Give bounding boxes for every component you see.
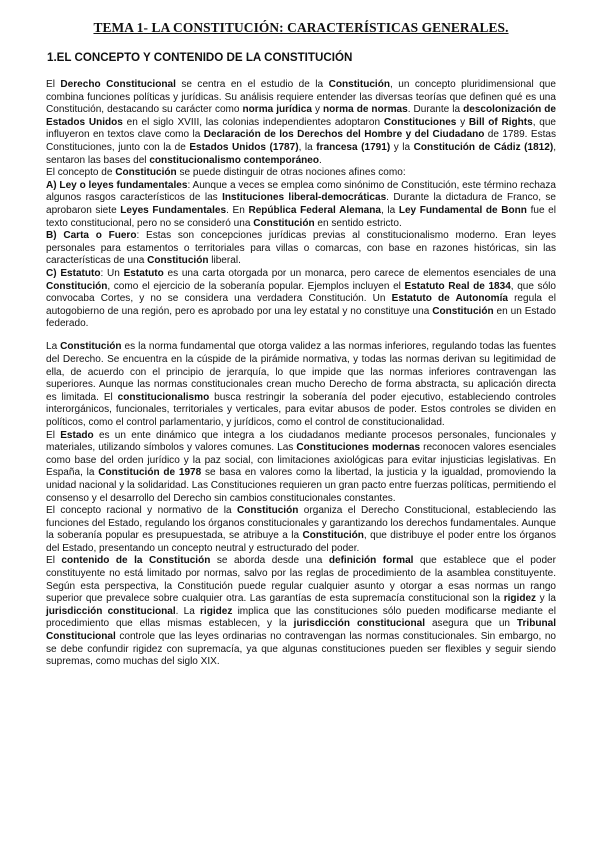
text-run: , que sólo convocaba Cortes, y no se considera una verdadera Constitución. Un [46,280,556,305]
bold-text: jurisdicción constitucional [293,618,426,630]
text-run: organiza el Derecho Constitucional, estableciendo las funciones del Estado, regulando los órganos constitucionales y garantizando los derechos fundamentales. Aunque la soberanía popular es presupuestada, se atribuye a la [46,505,556,542]
text-run: : Estas son concepciones jurídicas previas al constitucionalismo moderno. Eran leyes personales para estamentos o territoriales para villas o comarcas, con base en razones históricas, sin las características de una [46,230,556,267]
text-run: . La [175,605,200,617]
text-run: y la [536,593,556,605]
bold-text: A) Ley o leyes fundamentales [46,179,188,191]
bold-text: Bill of Rights [468,116,533,128]
paragraph [46,79,556,167]
bold-text: constitucionalismo contemporáneo [149,154,320,166]
text-run: se puede distinguir de otras nociones afines como: [176,167,406,179]
text-run: es un ente dinámico que integra a los ciudadanos mediante procesos personales, funcionales y materiales, utilizando símbolos y valores comunes. Las [46,429,556,454]
bold-text: jurisdicción constitucional [46,605,176,617]
text-run: en el siglo XVIII, las colonias independientes adoptaron [122,116,384,128]
bold-text: Constitución de 1978 [98,467,202,479]
bold-text: Estado [60,429,94,441]
text-run: reconocen valores esenciales como base del orden jurídico y la paz social, con limitaciones axiológicas para evitar injusticias legislativas. En España, la [46,442,557,479]
text-run: El [46,79,61,90]
text-run: es una carta otorgada por un monarca, pero carece de elementos esenciales de una [163,267,556,279]
text-run: liberal. [208,255,241,267]
text-run: , la [298,141,317,153]
text-run: y la [390,141,414,153]
text-run: asegura que un [425,618,517,630]
text-run: . [319,154,322,166]
text-run: , la [380,204,399,216]
text-run: : Aunque a veces se emplea como sinónimo de Constitución, este término rechaza algunos rasgos característicos de las [46,179,556,204]
bold-text: Tribunal Constitucional [46,618,556,643]
bold-text: francesa (1791) [316,141,391,153]
bold-text: Constituciones modernas [296,442,421,454]
bold-text: Constituciones [383,116,457,128]
bold-text: Constitución [253,217,315,229]
bold-text: Constitución [432,305,494,317]
bold-text: norma de normas [323,104,408,116]
text-run: se basa en valores como la libertad, la justicia y la igualdad, promoviendo la unidad nacional y la solidaridad. Las Constituciones requieren un gran pacto entre fuerzas políticas, permitiendo el consenso y el desarrollo del Derecho sin cambios constitucionales constantes. [46,467,556,504]
text-run: El [46,555,62,567]
text-run: busca restringir la soberanía del poder ejecutivo, estableciendo controles interorgánicos, funcionales, territoriales y verticales, para evitar abusos de poder. Estos controles se dividen en políticos, como el control parlamentario, y jurídicos, como el control de constitucionalidad. [46,391,556,428]
document-title: TEMA 1- LA CONSTITUCIÓN: CARACTERÍSTICAS GENERALES. [93,20,509,35]
bold-text: Estatuto [123,267,164,279]
text-run: . Durante la [407,104,464,116]
section-heading: 1.EL CONCEPTO Y CONTENIDO DE LA CONSTITUCIÓN [47,51,353,64]
text-run: La [46,341,61,353]
bold-text: Leyes Fundamentales [120,204,227,216]
bold-text: definición formal [328,555,414,567]
bold-text: Estatuto Real de 1834 [404,280,511,292]
paragraph [46,230,556,268]
bold-text: Constitución de Cádiz (1812) [413,141,554,153]
text-run: , sentaron las bases del [46,141,556,166]
bold-text: norma jurídica [242,104,312,116]
text-run: controle que las leyes ordinarias no contravengan las normas constitucionales. Sin embargo, no se debe confundir rigidez con supremacía, ya que algunas constituciones pueden ser flexibles y seguir siendo supremas, como muchas del siglo XIX. [46,631,556,668]
bold-text: Constitución [302,530,364,542]
text-run: que establece que el poder constituyente no está limitado por normas, salvo por las reglas de procedimiento de la asamblea constituyente. Según esta perspectiva, la Constitución puede regular cualquier asunto y otorgar a esas normas un rango superior que prevalece sobre cualquier otra. Las garantías de esta supremacía constitucional son la [46,555,556,605]
paragraph [46,167,556,180]
bold-text: B) Carta o Fuero [46,230,137,242]
bold-text: constitucionalismo [117,391,210,403]
text-run: y [456,116,469,128]
text-run: El concepto de [46,167,116,179]
text-run: : Un [100,267,124,279]
bold-text: C) Estatuto [46,267,101,279]
text-run: , como el ejercicio de la soberanía popular. Ejemplos incluyen el [107,280,405,292]
paragraph [46,505,556,555]
body-text [46,79,556,669]
text-run: , que influyeron en textos clave como la [46,116,557,141]
text-run: , que distribuye el poder entre los órganos del Estado, presentando un concepto neutral y estructurado del poder. [46,530,556,554]
bold-text: Constitución [60,341,122,353]
bold-text: Derecho Constitucional [60,79,176,90]
paragraph [46,555,556,668]
bold-text: Constitución [147,255,209,267]
text-run: El [46,429,61,441]
text-run: de 1789. Estas Constituciones, junto con la de [46,129,556,153]
bold-text: rigidez [200,605,233,617]
bold-text: rigidez [503,593,537,605]
bold-text: contenido de la Constitución [61,555,211,567]
bold-text: descolonización de Estados Unidos [46,104,556,128]
text-run: implica que las constituciones sólo pueden modificarse mediante el procedimiento que ellas mismas establecen, y la [46,605,556,630]
text-run: en un Estado federado. [46,305,556,330]
paragraph [46,268,556,331]
text-run: , un concepto pluridimensional que combina funciones políticas y jurídicas. Su análisis requiere entender las diversas teorías que definen qué es una Constitución, destacando su carácter como [46,79,556,116]
text-run: se aborda desde una [210,555,329,567]
bold-text: Estados Unidos (1787) [189,141,299,153]
bold-text: Constitución [328,79,390,90]
text-run: es la norma fundamental que otorga validez a las normas inferiores, regulando todas las fuentes del Derecho. Se encuentra en la cúspide de la pirámide normativa, y todas las normas derivan su legitimidad de ella, de acuerdo con el principio de jerarquía, lo que impide que las normas inferiores contravengan las superiores. Aunque las normas constitucionales crean mucho Derecho de forma abstracta, su aplicación directa es limitada. El [46,341,556,403]
bold-text: Declaración de los Derechos del Hombre y del Ciudadano [203,129,485,141]
text-run: se centra en el estudio de la [175,79,329,90]
text-run: . En [226,204,249,216]
bold-text: Estatuto de Autonomía [391,293,508,305]
text-run: . Durante la dictadura de Franco, se aprobaron siete [46,192,557,216]
bold-text: Instituciones liberal-democráticas [222,192,387,204]
paragraph [46,430,556,506]
bold-text: Constitución [236,505,299,517]
paragraph-gap [46,331,556,342]
bold-text: Constitución [46,280,108,292]
bold-text: Ley Fundamental de Bonn [398,204,527,216]
text-run: fue el texto constitucional, pero no se consideró una [46,204,556,229]
paragraph [46,180,556,230]
text-run: El concepto racional y normativo de la [46,505,237,517]
text-run: y [311,104,323,116]
paragraph [46,341,556,429]
bold-text: República Federal Alemana [248,204,381,216]
bold-text: Constitución [115,167,177,179]
text-run: regula el autogobierno de una región, pero es aprobado por una ley estatal y no constituye una [46,293,556,317]
text-run: en sentido estricto. [314,217,402,229]
